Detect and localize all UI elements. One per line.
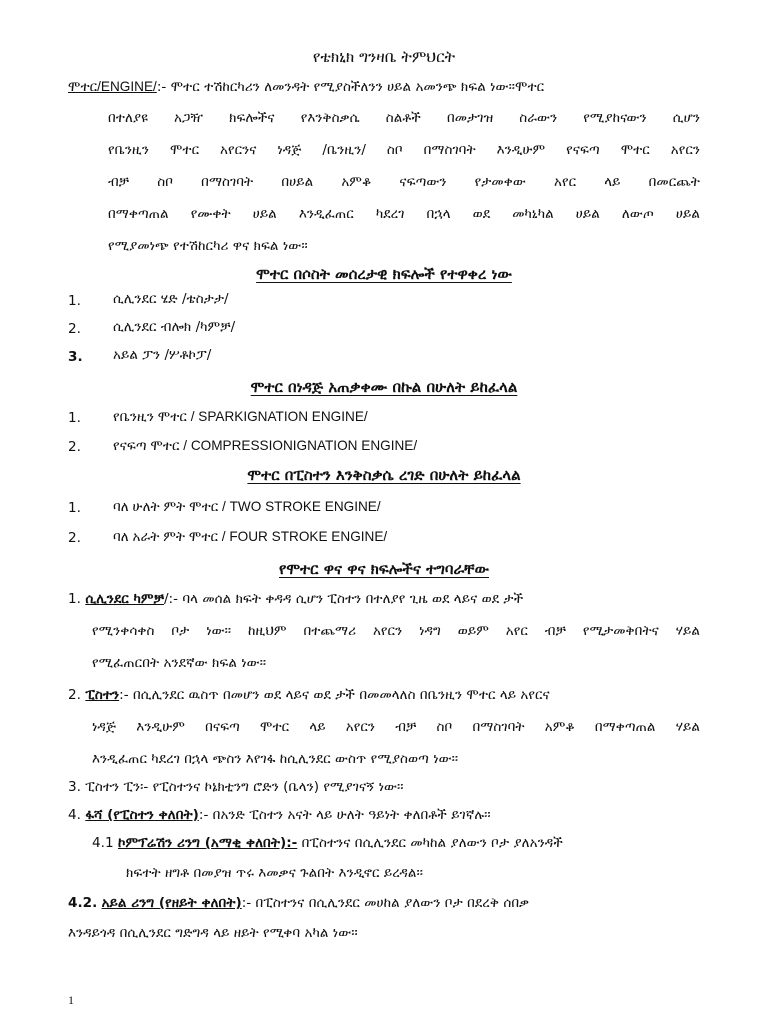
part-4-2-line-2: እንዳይጎዳ በሲሊንደር ግድግዳ ላይ ዘይት የሚቀባ አካል ነው፡፡ [68, 925, 358, 941]
section2-item-1-num: 1. [68, 410, 81, 426]
page-number: 1 [68, 993, 74, 1007]
part-4-1-term: ኮምፕሬሽን ሪንግ (አማቂ ቀለበት):- [117, 835, 298, 851]
part-2-term: ፒስተን [85, 687, 120, 703]
part-1-term: ሲሊንደር ካምቻ [85, 591, 164, 607]
section2-item-1: የቤንዚን ሞተር / SPARKIGNATION ENGINE/ [113, 409, 368, 424]
section1-item-2-num: 2. [68, 321, 81, 337]
section3-item-1-num: 1. [68, 500, 81, 516]
section3-item-2-num: 2. [68, 530, 81, 546]
intro-line-1: ሞተር/ENGINE/:- ሞተር ተሽከርካሪን ለመንዳት የሚያስችለንን ሀይል አመንጭ ክፍል ነው፡፡ሞተር [68, 79, 545, 95]
intro-term: ሞተር/ENGINE/ [68, 79, 157, 94]
section1-item-3: አይል ፓን /ሦቶኮፓ/ [113, 347, 212, 363]
section2-item-2: የናፍጣ ሞተር / COMPRESSIONIGNATION ENGINE/ [113, 438, 418, 453]
part-2-line-3: እንዲፈጠር ካደረገ በኋላ ጭስን እየገፋ ከሲሊንደር ውስጥ የሚያስወጣ ነው፡፡ [92, 751, 459, 767]
part-2-line-1: 2. ፒስተን:- በሲሊንደር ዉስጥ በመሆን ወደ ላይና ወደ ታች በመመላለስ በቤንዚን ሞተር ላይ አየርና [68, 687, 550, 703]
part-1-line-3: የሚፈጠርበት አንደኛው ክፍል ነው፡፡ [92, 655, 267, 671]
intro-line-3: የቤንዚን ሞተር አየርንና ነዳጅ /ቤንዚን/ ስቦ በማስገባት እንዲሁም የናፍጣ ሞተር አየርን [108, 142, 700, 158]
part-2-line-2: ነዳጅ እንዲሁም በናፍጣ ሞተር ላይ አየርን ብቻ ስቦ በማስገባት አምቆ በማቀጣጠል ሃይል [92, 719, 700, 735]
section3-item-1: ባለ ሁለት ምት ሞተር / TWO STROKE ENGINE/ [113, 499, 381, 514]
section1-heading: ሞተር በሶስት መሰረታዊ ክፍሎች የተዋቀረ ነው [256, 265, 512, 283]
intro-line-6: የሚያመነጭ የተሽከርካሪ ዋና ክፍል ነው፡፡ [108, 238, 308, 254]
part-1-line-1: 1. ሲሊንደር ካምቻ/:- ባላ መሰል ክፍት ቀዳዳ ሲሆን ፒስተን በተለያየ ጊዜ ወደ ላይና ወደ ታች [68, 591, 524, 607]
section3-item-2: ባለ አራት ምት ሞተር / FOUR STROKE ENGINE/ [113, 529, 388, 544]
part-4-2-term: አይል ሪንግ (የዘይት ቀለበት) [101, 895, 242, 911]
part-1-line-2: የሚንቀሳቀስ ቦታ ነው፡፡ ከዚህም በተጨማሪ አየርን ነዳግ ወይም አየር ብቻ የሚታመቅበትና ሃይል [92, 623, 700, 639]
section2-item-2-num: 2. [68, 439, 81, 455]
part-4-term: ፋሻ (የፒስተን ቀለበት) [85, 807, 199, 823]
part-4-2-line-1: 4.2. አይል ሪንግ (የዘይት ቀለበት):- በፒስተንና በሲሊንደር መሀከል ያለውን ቦታ በደረቅ ሰበቃ [68, 895, 530, 911]
section4-heading: የሞተር ዋና ዋና ክፍሎችና ተግባራቸው [279, 560, 489, 578]
section1-item-1-num: 1. [68, 293, 81, 309]
section1-item-3-num: 3. [68, 349, 83, 365]
intro-line-4: ብቻ ስቦ በማስገባት በሀይል አምቆ ናፍጣውን የታመቀው አየር ላይ በመርጨት [108, 174, 700, 190]
section2-heading: ሞተር በነዳጅ አጠቃቀሙ በኩል በሁለት ይከፈላል [250, 378, 518, 396]
intro-line-2: በተለያዩ አጋዥ ክፍሎችና የእንቅስቃሴ ስልቶች በመታገዝ ስራውን የሚያከናውን ሲሆን [108, 110, 700, 126]
section1-item-2: ሲሊንደር ብሎክ /ካምቻ/ [113, 319, 236, 335]
part-4: 4. ፋሻ (የፒስተን ቀለበት):- በአንድ ፒስተን አናት ላይ ሁለት ዓይነት ቀለበቶች ይገኛሉ፡፡ [68, 807, 491, 823]
intro-line-5: በማቀጣጠል የሙቀት ሀይል እንዲፈጠር ካደረገ በኋላ ወደ መካኒካል ሀይል ለውጦ ሀይል [108, 206, 700, 222]
section1-item-1: ሲሊንደር ሄድ /ቴስታታ/ [113, 291, 229, 307]
section3-heading: ሞተር በፒስተን እንቅስቃሴ ረገድ በሁለት ይከፈላል [247, 466, 521, 484]
part-3: 3. ፒስተን ፒን፡- የፒስተንና ኮኔክቲንግ ሮድን (ቤላን) የሚያገናኝ ነው፡፡ [68, 779, 404, 795]
document-title: የቴክኒክ ግንዛቤ ትምህርት [312, 48, 456, 66]
part-4-1-line-2: ክፍተት ዘግቶ በመያዝ ጥሩ እመቃና ጉልበት እንዲኖር ይረዳል፡፡ [126, 865, 423, 881]
part-4-1-line-1: 4.1 ኮምፕሬሽን ሪንግ (አማቂ ቀለበት):- በፒስተንና በሲሊንደር መካከል ያለውን ቦታ ያለአንዳች [92, 835, 563, 851]
